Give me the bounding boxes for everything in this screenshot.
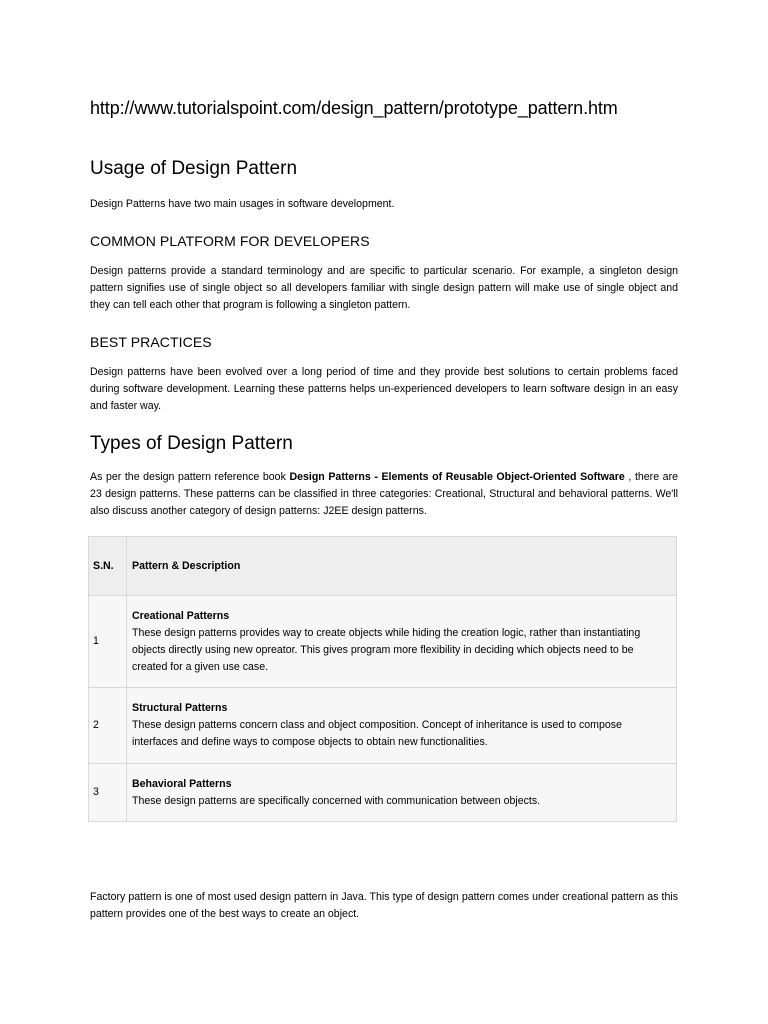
row-number: 3 [89, 764, 127, 822]
row-number: 1 [89, 596, 127, 688]
table-row [89, 688, 677, 764]
pattern-title: Behavioral Patterns [132, 777, 232, 790]
table-header-row [89, 537, 677, 596]
usage-intro: Design Patterns have two main usages in software development. [90, 198, 395, 210]
table-row [89, 596, 677, 688]
pattern-cell [127, 764, 677, 822]
pattern-title: Structural Patterns [132, 702, 228, 714]
description-column-header: Pattern & Description [127, 537, 677, 596]
sn-column-header: S.N. [89, 537, 127, 596]
usage-heading: Usage of Design Pattern [90, 158, 298, 179]
common-platform-text: Design patterns provide a standard terminology and are specific to particular scenario. For example, a singleton design pattern signifies use of single object so all developers familiar with single design pattern will make use of single object and they can tell each other that program is following a singleton pattern. [90, 265, 678, 311]
source-url: http://www.tutorialspoint.com/design_pattern/prototype_pattern.htm [90, 98, 618, 118]
types-intro-before: As per the design pattern reference book [90, 471, 290, 483]
table-row [89, 764, 677, 822]
pattern-description: These design patterns are specifically concerned with communication between objects. [132, 794, 541, 807]
factory-text: Factory pattern is one of most used design pattern in Java. This type of design pattern comes under creational pattern as this pattern provides one of the best ways to create an object. [90, 891, 678, 920]
pattern-description: These design patterns provides way to create objects while hiding the creation logic, rather than instantiating objects directly using new opreator. This gives program more flexibility in deciding which objects need to be created for a given use case. [132, 626, 641, 673]
pattern-title: Creational Patterns [132, 609, 230, 622]
types-heading: Types of Design Pattern [90, 433, 293, 454]
best-practices-heading: BEST PRACTICES [90, 334, 212, 350]
book-title: Design Patterns - Elements of Reusable Object-Oriented Software [289, 471, 625, 483]
common-platform-heading: COMMON PLATFORM FOR DEVELOPERS [90, 233, 370, 249]
types-intro-after: , there are 23 design patterns. These patterns can be classified in three categories: Creational, Structural and behavioral patterns. We'll also discuss another category of design patterns: J2EE design patterns. [90, 471, 678, 517]
patterns-table [88, 536, 677, 822]
pattern-description: These design patterns concern class and object composition. Concept of inheritance is used to compose interfaces and define ways to compose objects to obtain new functionalities. [132, 719, 622, 748]
row-number: 2 [89, 688, 127, 764]
pattern-cell [127, 596, 677, 688]
best-practices-text: Design patterns have been evolved over a long period of time and they provide best solutions to certain problems faced during software development. Learning these patterns helps un-experienced developers to learn software design in an easy and faster way. [90, 366, 678, 412]
pattern-cell [127, 688, 677, 764]
types-intro [90, 469, 678, 520]
